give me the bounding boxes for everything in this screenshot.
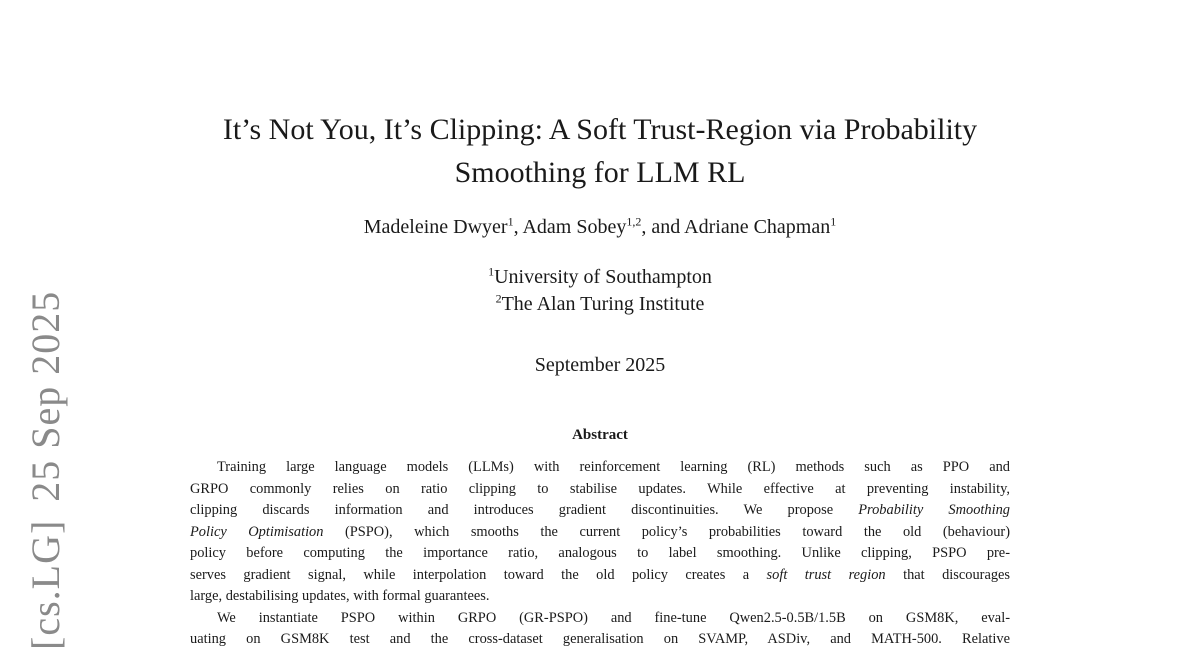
publication-date: September 2025	[534, 354, 666, 376]
abstract-line	[190, 522, 1010, 544]
abstract-body	[190, 457, 1010, 651]
abstract-line	[190, 457, 1010, 479]
abstract-text: Training large language models (LLMs) with reinforcement learning (RL) methods such as PPO and	[217, 459, 1010, 475]
arxiv-date: 25 Sep 2025	[23, 290, 68, 502]
paper-title	[100, 108, 1100, 194]
title-line-1: It’s Not You, It’s Clipping: A Soft Trust-Region via Probability	[222, 113, 978, 146]
abstract-line	[190, 543, 1010, 565]
abstract-emphasis: Policy Optimisation	[190, 523, 324, 540]
abstract-text: We instantiate PSPO within GRPO (GR-PSPO) and fine-tune Qwen2.5-0.5B/1.5B on GSM8K, eval-	[217, 609, 1010, 626]
abstract-text: policy before computing the importance ratio, analogous to label smoothing. Unlike clipping, PSPO pre-	[190, 545, 1010, 561]
affiliation-list	[100, 264, 1100, 318]
abstract-emphasis: soft trust region	[766, 566, 886, 583]
author-affil-mark: 1	[830, 214, 837, 229]
author-name: Adam Sobey	[522, 216, 627, 238]
author-separator: , and	[641, 216, 685, 238]
affiliation	[100, 291, 1100, 318]
author-affil-mark: 1	[507, 214, 514, 229]
abstract-text: that discourages	[885, 566, 1011, 583]
author-affil-mark: 1,2	[626, 214, 642, 229]
abstract-heading: Abstract	[572, 427, 628, 443]
abstract-text: serves gradient signal, while interpolation toward the old policy creates a	[190, 566, 767, 583]
author-name: Adriane Chapman	[684, 216, 831, 238]
arxiv-stamp	[22, 291, 69, 650]
author-name: Madeleine Dwyer	[363, 216, 508, 238]
affiliation-name: The Alan Turing Institute	[501, 293, 705, 315]
abstract-text: uating on GSM8K test and the cross-dataset generalisation on SVAMP, ASDiv, and MATH-500. Relative	[190, 631, 1010, 647]
abstract-line	[190, 565, 1010, 587]
abstract-line	[190, 586, 1010, 608]
abstract-line	[190, 500, 1010, 522]
author-list	[100, 216, 1100, 239]
abstract-emphasis: Probability Smoothing	[858, 502, 1010, 518]
arxiv-category: [cs.LG]	[23, 519, 68, 650]
title-line-2: Smoothing for LLM RL	[454, 156, 746, 189]
abstract-line	[190, 608, 1010, 630]
abstract-text: large, destabilising updates, with formal guarantees.	[190, 588, 490, 604]
author-separator: ,	[513, 216, 523, 238]
affiliation-name: University of Southampton	[494, 266, 712, 288]
abstract-text: clipping discards information and introduces gradient discontinuities. We propose	[190, 502, 859, 518]
affiliation-mark: 1	[488, 264, 495, 279]
affiliation	[100, 264, 1100, 291]
abstract-text: (PSPO), which smooths the current policy’s probabilities toward the old (behaviour)	[323, 523, 1010, 540]
abstract-line	[190, 629, 1010, 651]
abstract-line	[190, 479, 1010, 501]
affiliation-mark: 2	[495, 291, 502, 306]
abstract-text: GRPO commonly relies on ratio clipping to stabilise updates. While effective at preventing instability,	[190, 480, 1010, 497]
